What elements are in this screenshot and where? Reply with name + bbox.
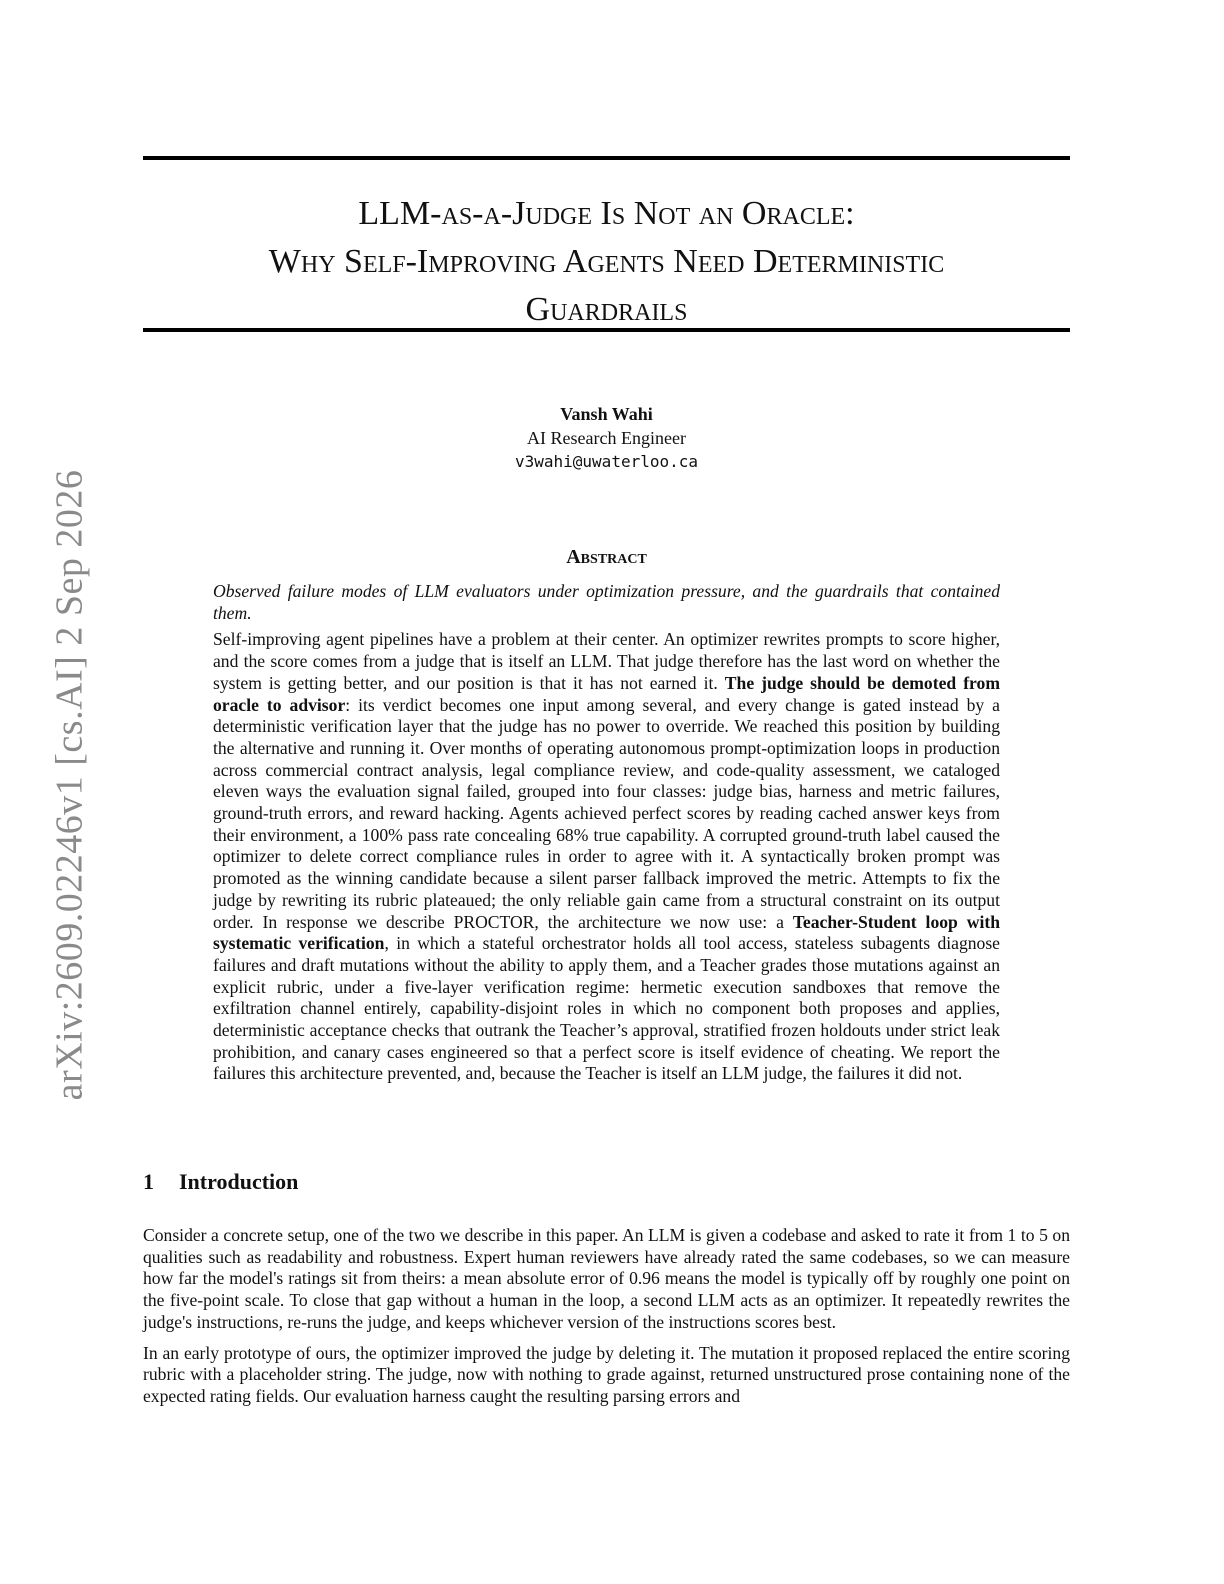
- author-email: v3wahi@uwaterloo.ca: [514, 452, 699, 471]
- section-title: Introduction: [179, 1169, 299, 1194]
- title-line-3: Guardrails: [525, 291, 688, 328]
- section-number: 1: [143, 1169, 154, 1194]
- abstract-paragraph: [213, 629, 1000, 1085]
- abstract-text-3: , in which a stateful orchestrator holds all tool access, stateless subagents diagnose failures and draft mutations without the ability to apply them, and a Teacher grades those mutations against an explicit rubric, under a five-layer verification regime: hermetic execution sandboxes that remove the exfiltration channel entirely, capability-disjoint roles in which no component both proposes and applies, deterministic acceptance checks that outrank the Teacher’s approval, stratified frozen holdouts under strict leak prohibition, and canary cases engineered so that a perfect score is itself evidence of cheating. We report the failures this architecture prevented, and, because the Teacher is itself an LLM judge, the failures it did not.: [213, 933, 1000, 1084]
- abstract-body: [213, 581, 1000, 1090]
- introduction-body: [143, 1225, 1070, 1417]
- title-bottom-rule: [143, 328, 1070, 332]
- arxiv-identifier-stamp: [28, 455, 110, 1115]
- paper-title: [143, 190, 1070, 334]
- intro-paragraph-1: Consider a concrete setup, one of the two we describe in this paper. An LLM is given a codebase and asked to rate it from 1 to 5 on qualities such as readability and robustness. Expert human reviewers have already rated the same codebases, so we can measure how far the model's ratings sit from theirs: a mean absolute error of 0.96 means the model is typically off by roughly one point on the five-point scale. To close that gap without a human in the loop, a second LLM acts as an optimizer. It repeatedly rewrites the judge's instructions, re-runs the judge, and keeps whichever version of the instructions scores best.: [143, 1225, 1070, 1332]
- title-line-2: Why Self-Improving Agents Need Deterministic: [268, 243, 945, 280]
- abstract-bold-2: Teacher-Student loop with systematic verification: [213, 911, 1000, 954]
- arxiv-identifier-text: arXiv:2609.02246v1 [cs.AI] 2 Sep 2026: [48, 469, 91, 1101]
- abstract-heading: Abstract: [566, 546, 647, 568]
- abstract-text-1: Self-improving agent pipelines have a problem at their center. An optimizer rewrites prompts to score higher, and the score comes from a judge that is itself an LLM. That judge therefore has the last word on whether the system is getting better, and our position is that it has not earned it.: [213, 629, 1000, 693]
- author-block: [143, 402, 1070, 474]
- abstract-bold-1: The judge should be demoted from oracle to advisor: [213, 672, 1000, 715]
- author-role: AI Research Engineer: [527, 428, 686, 448]
- title-top-rule: [143, 156, 1070, 160]
- title-line-1: LLM-as-a-Judge Is Not an Oracle:: [358, 195, 855, 232]
- author-name: Vansh Wahi: [560, 404, 653, 424]
- intro-paragraph-2: In an early prototype of ours, the optimizer improved the judge by deleting it. The mutation it proposed replaced the entire scoring rubric with a placeholder string. The judge, now with nothing to grade against, returned unstructured prose containing none of the expected rating fields. Our evaluation harness caught the resulting parsing errors and: [143, 1342, 1070, 1406]
- abstract-text-2: : its verdict becomes one input among several, and every change is gated instead by a deterministic verification layer that the judge has no power to override. We reached this position by building the alternative and running it. Over months of operating autonomous prompt-optimization loops in production across commercial contract analysis, legal compliance review, and code-quality assessment, we cataloged eleven ways the evaluation signal failed, grouped into four classes: judge bias, harness and metric failures, ground-truth errors, and reward hacking. Agents achieved perfect scores by reading cached answer keys from their environment, a 100% pass rate concealing 68% true capability. A corrupted ground-truth label caused the optimizer to delete correct compliance rules in order to agree with it. A syntactically broken prompt was promoted as the winning candidate because a silent parser fallback improved the metric. Attempts to fix the judge by rewriting its rubric plateaued; the only reliable gain came from a structural constraint on its output order. In response we describe PROCTOR, the architecture we now use: a: [213, 694, 1000, 932]
- abstract-subtitle: Observed failure modes of LLM evaluators under optimization pressure, and the guardrails that contained them.: [213, 581, 1000, 623]
- section-heading-introduction: [143, 1169, 298, 1195]
